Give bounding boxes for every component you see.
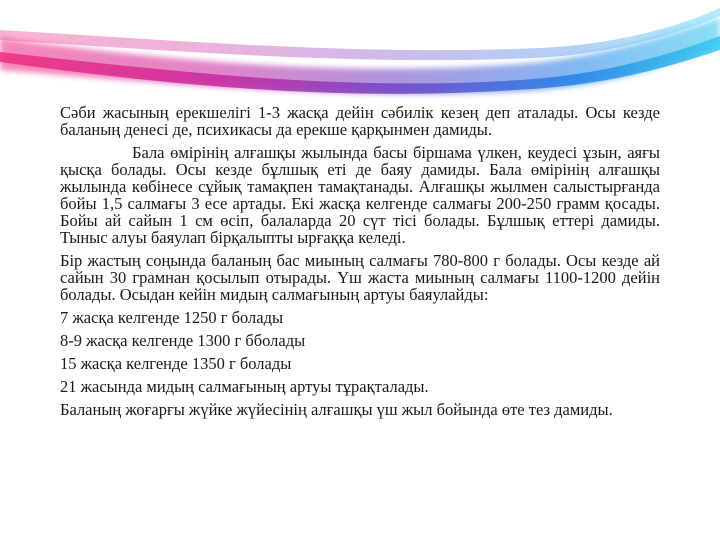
slide-header-ribbon	[0, 0, 720, 110]
closing-paragraph: Баланың жоғарғы жүйке жүйесінің алғашқы үш жыл бойында өте тез дамиды.	[60, 400, 613, 419]
brain-weight-item-age-7: 7 жасқа келгенде 1250 г болады	[60, 308, 284, 327]
slide-body	[60, 104, 660, 424]
brain-weight-item-age-8-9: 8-9 жасқа келгенде 1300 г бболады	[60, 331, 306, 350]
first-year-paragraph: Бала өмірінің алғашқы жылында басы біршама үлкен, кеудесі ұзын, аяғы қысқа болады. Осы кезде бұлшық еті де баяу дамиды. Бала өмірінің алғашқы жылында көбінесе сұйық тамақпен тамақтанады. Алғашқы жылмен салыстырғанда бойы 1,5 салмағы 3 есе артады. Екі жасқа келгенде салмағы 200-250 грамм қосады. Бойы ай сайын 1 см өсіп, балаларда 20 сүт тісі болады. Бұлшық еттері дамиды. Тыныс алуы баяулап бірқалыпты ырғаққа келеді.	[60, 143, 660, 247]
brain-weight-item-age-21: 21 жасында мидың салмағының артуы тұрақталады.	[60, 377, 429, 396]
brain-weight-item-age-15: 15 жасқа келгенде 1350 г болады	[60, 354, 292, 373]
intro-paragraph: Сәби жасының ерекшелігі 1-3 жасқа дейін сәбилік кезең деп аталады. Осы кезде баланың денесі де, психикасы да ерекше қарқынмен дамиды.	[60, 103, 660, 139]
brain-weight-paragraph: Бір жастың соңында баланың бас миының салмағы 780-800 г болады. Осы кезде ай сайын 30 грамнан қосылып отырады. Үш жаста миының салмағы 1100-1200 дейін болады. Осыдан кейін мидың салмағының артуы баяулайды:	[60, 251, 660, 304]
